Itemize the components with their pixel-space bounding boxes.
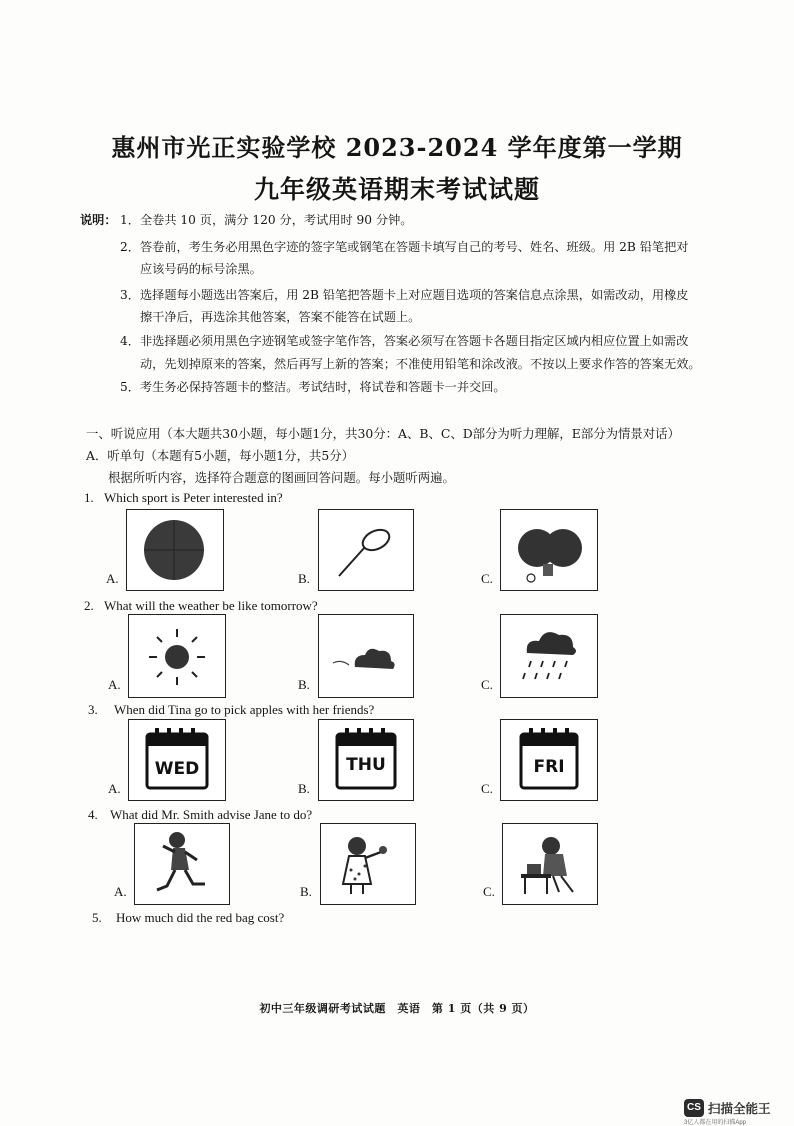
question-5-number: 5. <box>92 910 102 925</box>
ping-pong-icon <box>501 510 597 590</box>
q1-option-b-image[interactable] <box>318 509 414 591</box>
q1-option-a-label: A. <box>106 571 119 586</box>
note-2: 2．答卷前，考生务必用黑色字迹的签字笔或钢笔在答题卡填写自己的考号、姓名、班级。用 2B 铅笔把对 <box>120 240 689 254</box>
note-1: 1．全卷共 10 页，满分 120 分，考试用时 90 分钟。 <box>120 213 413 227</box>
q4-option-c-image[interactable] <box>502 823 598 905</box>
q3-option-b-label: B. <box>298 781 310 796</box>
q2-option-b-image[interactable] <box>318 614 414 698</box>
cloud-icon <box>319 615 413 697</box>
watermark-name: 扫描全能王 <box>708 1102 771 1116</box>
calendar-icon <box>501 720 597 800</box>
watermark-tagline: 3亿人都在用的扫描App <box>684 1120 747 1126</box>
q4-option-b-label: B. <box>300 884 312 899</box>
q1-option-c-label: C. <box>481 571 493 586</box>
question-4-number: 4. <box>88 807 98 822</box>
rain-cloud-icon <box>501 615 597 697</box>
scanner-watermark <box>684 1099 792 1126</box>
notes-label: 说明： <box>80 213 117 227</box>
calendar-day-label: THU <box>346 755 386 775</box>
note-3: 3．选择题每小题选出答案后，用 2B 铅笔把答题卡上对应题目选项的答案信息点涂黑，如需改动，用橡皮 <box>120 288 689 302</box>
page-footer: 初中三年级调研考试试题 英语 第 1 页（共 9 页） <box>259 1002 535 1015</box>
q2-option-a-label: A. <box>108 677 121 692</box>
q1-option-a-image[interactable] <box>126 509 224 591</box>
section-heading: 一、听说应用（本大题共30小题，每小题1分，共30分：A、B、C、D部分为听力理解，E部分为情景对话） <box>86 426 680 441</box>
question-2-number: 2. <box>84 598 94 613</box>
note-3-cont: 擦干净后，再选涂其他答案，答案不能答在试题上。 <box>140 310 421 324</box>
camscanner-logo-icon: CS <box>684 1099 704 1117</box>
part-a-heading: A．听单句（本题有5小题，每小题1分，共5分） <box>86 448 355 463</box>
basketball-icon <box>127 510 223 590</box>
q3-option-c-image[interactable] <box>500 719 598 801</box>
note-2-cont: 应该号码的标号涂黑。 <box>140 262 262 276</box>
calendar-icon <box>319 720 413 800</box>
girl-studying-icon <box>503 824 597 904</box>
q4-option-a-image[interactable] <box>134 823 230 905</box>
q2-option-c-label: C. <box>481 677 493 692</box>
note-4: 4．非选择题必须用黑色字迹钢笔或签字笔作答，答案必须写在答题卡各题目指定区域内相应位置上如需改 <box>120 334 689 348</box>
tennis-racket-icon <box>319 510 413 590</box>
q4-option-b-image[interactable] <box>320 823 416 905</box>
note-5: 5．考生务必保持答题卡的整洁。考试结时，将试卷和答题卡一并交回。 <box>120 380 506 394</box>
q2-option-a-image[interactable] <box>128 614 226 698</box>
q2-option-c-image[interactable] <box>500 614 598 698</box>
question-1-number: 1. <box>84 490 94 505</box>
girl-running-icon <box>135 824 229 904</box>
q1-option-c-image[interactable] <box>500 509 598 591</box>
q3-option-c-label: C. <box>481 781 493 796</box>
calendar-day-label: WED <box>154 759 200 779</box>
q3-option-a-label: A. <box>108 781 121 796</box>
q3-option-b-image[interactable] <box>318 719 414 801</box>
q4-option-c-label: C. <box>483 884 495 899</box>
note-4-cont: 动，先划掉原来的答案，然后再写上新的答案；不准使用铅笔和涂改液。不按以上要求作答的答案无效。 <box>140 357 701 371</box>
calendar-icon <box>129 720 225 800</box>
question-1-text: Which sport is Peter interested in? <box>104 490 283 505</box>
page-title: 惠州市光正实验学校 2023-2024 学年度第一学期 <box>111 133 683 162</box>
page-subtitle: 九年级英语期末考试试题 <box>253 175 540 204</box>
q1-option-b-label: B. <box>298 571 310 586</box>
q3-option-a-image[interactable] <box>128 719 226 801</box>
part-a-instruction: 根据所听内容，选择符合题意的图画回答问题。每小题听两遍。 <box>108 470 455 485</box>
calendar-day-label: FRI <box>533 757 565 777</box>
question-2-text: What will the weather be like tomorrow? <box>104 598 318 613</box>
girl-eating-icon <box>321 824 415 904</box>
q4-option-a-label: A. <box>114 884 127 899</box>
q2-option-b-label: B. <box>298 677 310 692</box>
question-3-text: When did Tina go to pick apples with her friends? <box>114 702 375 717</box>
sun-icon <box>129 615 225 697</box>
question-4-text: What did Mr. Smith advise Jane to do? <box>110 807 313 822</box>
question-3-number: 3. <box>88 702 98 717</box>
question-5-text: How much did the red bag cost? <box>116 910 285 925</box>
